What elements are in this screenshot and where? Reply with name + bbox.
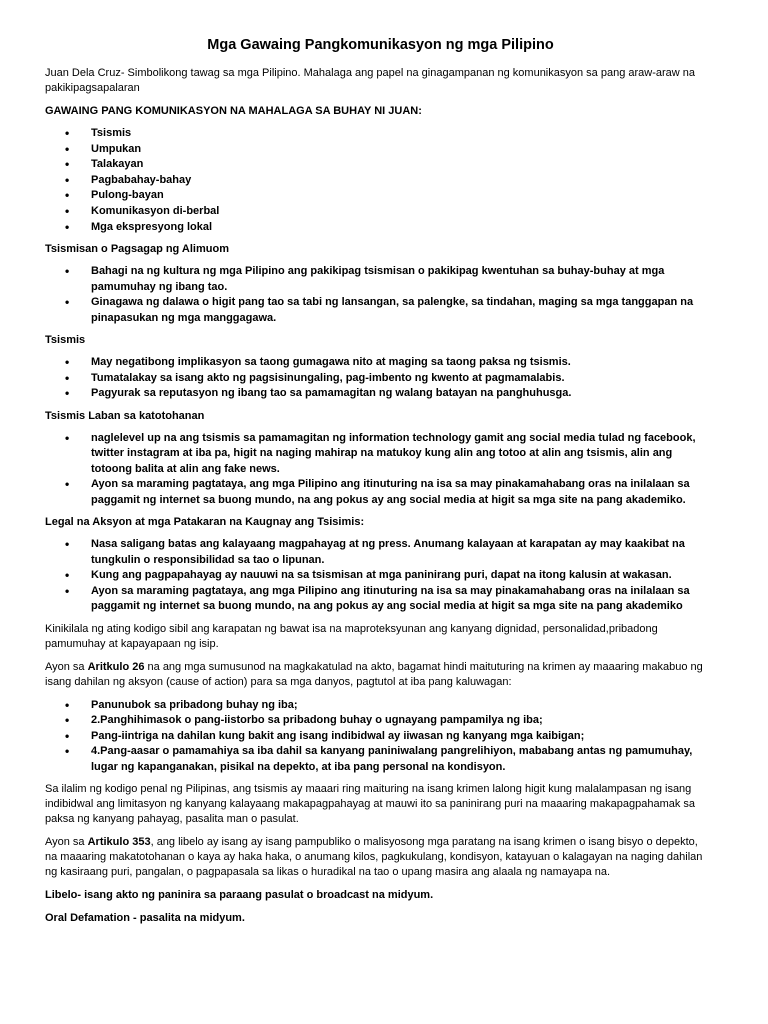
list-item: • 4.Pang-aasar o pamamahiya sa iba dahil sa kanyang paniniwalang pangrelihiyon, mababang antas ng pamumuhay, lugar ng kapanganakan, pisikal na depekto, at iba pang personal na kondisyon. xyxy=(45,744,706,775)
list-item: • Talakayan xyxy=(45,157,706,173)
article-reference: Aritkulo 26 xyxy=(87,660,145,673)
list-item: • Umpukan xyxy=(45,142,706,158)
list-item: • Nasa saligang batas ang kalayaang magpahayag at ng press. Anumang kalayaan at karapatan ay may kaakibat na tungkulin o responsibilidad sa tao o lipunan. xyxy=(45,537,706,568)
list-item: • naglelevel up na ang tsismis sa pamamagitan ng information technology gamit ang social media tulad ng facebook, twitter instagram at iba pa, higit na naging mahirap na matukoy kung alin ang totoo at alin ang tsismis, alin ang totoong balita at alin ang fake news. xyxy=(45,431,706,478)
list-item: • Bahagi na ng kultura ng mga Pilipino ang pakikipag tsismisan o pakikipag kwentuhan sa buhay-buhay at mga pamumuhay ng ibang tao. xyxy=(45,264,706,295)
list-item: • Ayon sa maraming pagtataya, ang mga Pilipino ang itinuturing na isa sa may pinakamahabang oras na inilalaan sa paggamit ng internet sa buong mundo, na ang pokus ay ang social media at higit sa mga site na pang akademiko. xyxy=(45,477,706,508)
paragraph-artikulo-26 xyxy=(45,660,706,690)
legal-list xyxy=(45,537,706,615)
tsismisan-list xyxy=(45,264,706,326)
list-item: • Pulong-bayan xyxy=(45,188,706,204)
definition-libelo xyxy=(45,888,706,903)
list-item: • Panunubok sa pribadong buhay ng iba; xyxy=(45,698,706,714)
list-item: • Tsismis xyxy=(45,126,706,142)
artikulo-26-list xyxy=(45,698,706,776)
section-heading-legal: Legal na Aksyon at mga Patakaran na Kaugnay ang Tsisimis: xyxy=(45,516,365,529)
section-heading-gawain: GAWAING PANG KOMUNIKASYON NA MAHALAGA SA BUHAY NI JUAN: xyxy=(45,105,422,117)
document-title: Mga Gawaing Pangkomunikasyon ng mga Pilipino xyxy=(207,37,554,53)
gawain-list xyxy=(45,126,706,235)
definition-text: - pasalita na midyum. xyxy=(129,912,245,925)
list-item: • Ginagawa ng dalawa o higit pang tao sa tabi ng lansangan, sa palengke, sa tindahan, maging sa mga tanggapan na pinapasukan ng mga manggagawa. xyxy=(45,295,706,326)
list-item: • Pagbabahay-bahay xyxy=(45,173,706,189)
list-item: • Tumatalakay sa isang akto ng pagsisinungaling, pag-imbento ng kwento at pagmamalabis. xyxy=(45,371,706,387)
list-item: • 2.Panghihimasok o pang-iistorbo sa pribadong buhay o ugnayang pampamilya ng iba; xyxy=(45,713,706,729)
article-reference: Artikulo 353 xyxy=(87,836,151,849)
definition-text: - isang akto ng paninira sa paraang pasulat o broadcast na midyum. xyxy=(77,889,434,902)
katotohanan-list xyxy=(45,431,706,509)
section-heading-tsismisan: Tsismisan o Pagsagap ng Alimuom xyxy=(45,243,229,256)
list-item: • Mga ekspresyong lokal xyxy=(45,220,706,236)
paragraph-text: Ayon sa xyxy=(45,660,88,673)
tsismis-list xyxy=(45,355,706,402)
intro-paragraph: Juan Dela Cruz- Simbolikong tawag sa mga Pilipino. Mahalaga ang papel na ginagampanan ng komunikasyon sa pang araw-araw na pakikipagsapalaran xyxy=(45,67,696,94)
list-item: • Komunikasyon di-berbal xyxy=(45,204,706,220)
list-item: • Kung ang pagpapahayag ay nauuwi na sa tsismisan at mga paninirang puri, dapat na itong kalusin at wakasan. xyxy=(45,568,706,584)
paragraph-text: , ang libelo ay isang ay isang pampubliko o malisyosong mga paratang na isang krimen o isang bisyo o depekto, na maaaring makatotohanan o kaya ay haka haka, o anumang kilos, pagkukulang, kondisyon, katayuan o kalagayan na naging dahilan ng kasiraang puri, pangalan, o pagpapasala sa likas o huradikal na tao o upang masira ang alaala ng namayapa na. xyxy=(45,836,703,879)
paragraph-text: na ang mga sumusunod na magkakatulad na akto, bagamat hindi maituturing na krimen ay maaaring makabuo ng isang dahilan ng aksyon (cause of action) para sa mga danyos, pagtutol at iba pang kaluwagan: xyxy=(45,660,703,688)
section-heading-tsismis: Tsismis xyxy=(45,334,86,347)
paragraph-artikulo-353 xyxy=(45,835,706,880)
paragraph-kodigo-sibil: Kinikilala ng ating kodigo sibil ang karapatan ng bawat isa na maproteksyunan ang kanyang dignidad, personalidad,pribadong pamumuhay at kapayapaan ng isip. xyxy=(45,622,658,650)
paragraph-kodigo-penal: Sa ilalim ng kodigo penal ng Pilipinas, ang tsismis ay maaari ring maituring na isang krimen lalong higit kung malalampasan ng isang indibidwal ang limitasyon ng kanyang kalayaang makapagpahayag at mauwi ito sa paninirang puri na maaaring makapagpahamak sa paksa ng kanyang pahayag, pasalita man o pasulat. xyxy=(45,783,696,826)
list-item: • Ayon sa maraming pagtataya, ang mga Pilipino ang itinuturing na isa sa may pinakamahabang oras na inilalaan sa paggamit ng internet sa buong mundo, na ang pokus ay ang social media at higit sa mga site na pang akademiko xyxy=(45,584,706,615)
term: Libelo xyxy=(45,889,78,902)
paragraph-text: Ayon sa xyxy=(45,836,88,849)
list-item: • Pagyurak sa reputasyon ng ibang tao sa pamamagitan ng walang batayan na panghuhusga. xyxy=(45,386,706,402)
term: Oral Defamation xyxy=(45,912,130,925)
list-item: • Pang-iintriga na dahilan kung bakit ang isang indibidwal ay iiwasan ng kanyang mga kaibigan; xyxy=(45,729,706,745)
section-heading-katotohanan: Tsismis Laban sa katotohanan xyxy=(45,409,205,422)
definition-oral-defamation xyxy=(45,911,706,926)
list-item: • May negatibong implikasyon sa taong gumagawa nito at maging sa taong paksa ng tsismis. xyxy=(45,355,706,371)
